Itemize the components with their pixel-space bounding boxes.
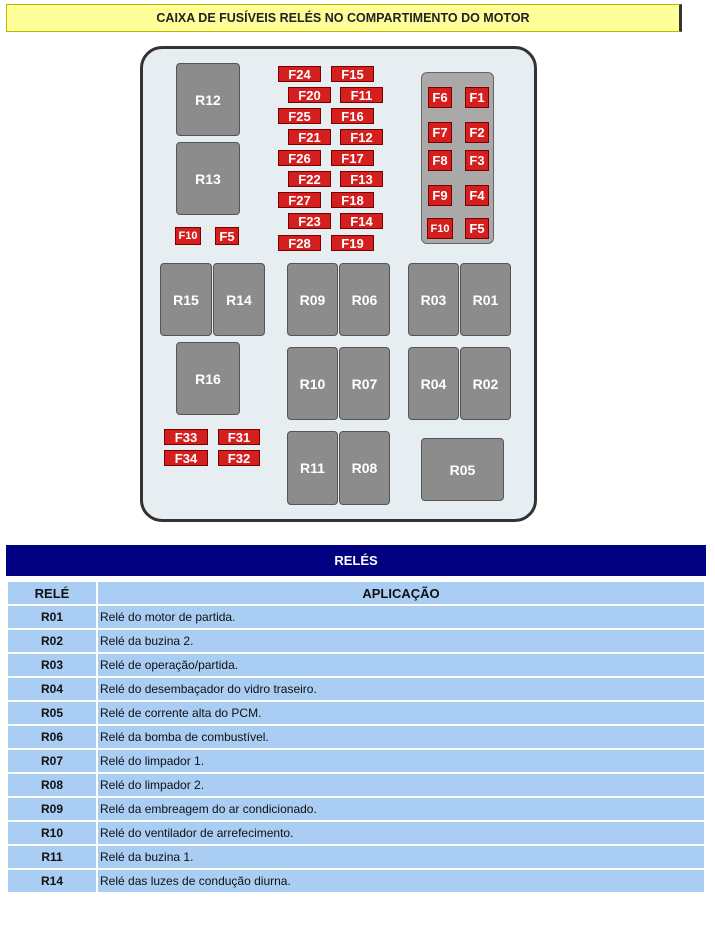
fuse-f11: F11 — [340, 87, 383, 103]
relay-r13: R13 — [176, 142, 240, 215]
fuse-f22: F22 — [288, 171, 331, 187]
fuse-f4: F4 — [465, 185, 489, 206]
table-row — [7, 677, 705, 701]
relay-code-cell: R08 — [7, 773, 97, 797]
relay-code-cell: R04 — [7, 677, 97, 701]
fuse-f24: F24 — [278, 66, 321, 82]
fuse-f23: F23 — [288, 213, 331, 229]
fuse-f1: F1 — [465, 87, 489, 108]
table-row — [7, 773, 705, 797]
fuse-f9: F9 — [428, 185, 452, 206]
table-row — [7, 821, 705, 845]
table-header-row — [7, 581, 705, 605]
relay-r14: R14 — [213, 263, 265, 336]
fuse-f20: F20 — [288, 87, 331, 103]
fuse-f34: F34 — [164, 450, 208, 466]
relay-r06: R06 — [339, 263, 390, 336]
column-header-rele: RELÉ — [7, 581, 97, 605]
relay-r12: R12 — [176, 63, 240, 136]
table-row — [7, 653, 705, 677]
column-header-aplicacao: APLICAÇÃO — [97, 581, 705, 605]
fuse-f6: F6 — [428, 87, 452, 108]
fuse-f17: F17 — [331, 150, 374, 166]
table-row — [7, 797, 705, 821]
relay-code-cell: R05 — [7, 701, 97, 725]
fuse-f18: F18 — [331, 192, 374, 208]
relays-table — [6, 580, 706, 894]
relay-code-cell: R11 — [7, 845, 97, 869]
fuse-f8: F8 — [428, 150, 452, 171]
fuse-f19: F19 — [331, 235, 374, 251]
relay-r02: R02 — [460, 347, 511, 420]
fuse-f33: F33 — [164, 429, 208, 445]
relay-application-cell: Relé do motor de partida. — [97, 605, 705, 629]
table-row — [7, 701, 705, 725]
relay-code-cell: R01 — [7, 605, 97, 629]
table-row — [7, 845, 705, 869]
fuse-f26: F26 — [278, 150, 321, 166]
relays-table-title: RELÉS — [6, 545, 706, 576]
relay-application-cell: Relé do limpador 1. — [97, 749, 705, 773]
table-row — [7, 749, 705, 773]
page-title: CAIXA DE FUSÍVEIS RELÉS NO COMPARTIMENTO DO MOTOR — [6, 4, 682, 32]
relay-code-cell: R07 — [7, 749, 97, 773]
fuse-f5-right: F5 — [465, 218, 489, 239]
relay-application-cell: Relé de corrente alta do PCM. — [97, 701, 705, 725]
fuse-f10-right: F10 — [427, 218, 453, 239]
fuse-f28: F28 — [278, 235, 321, 251]
fuse-f16: F16 — [331, 108, 374, 124]
table-row — [7, 725, 705, 749]
fuse-f25: F25 — [278, 108, 321, 124]
relay-application-cell: Relé da embreagem do ar condicionado. — [97, 797, 705, 821]
fuse-f14: F14 — [340, 213, 383, 229]
relay-r05: R05 — [421, 438, 504, 501]
relay-code-cell: R06 — [7, 725, 97, 749]
relay-application-cell: Relé do ventilador de arrefecimento. — [97, 821, 705, 845]
relay-application-cell: Relé da buzina 2. — [97, 629, 705, 653]
fuse-f21: F21 — [288, 129, 331, 145]
relay-application-cell: Relé da buzina 1. — [97, 845, 705, 869]
relay-application-cell: Relé da bomba de combustível. — [97, 725, 705, 749]
relay-r08: R08 — [339, 431, 390, 505]
relay-code-cell: R14 — [7, 869, 97, 893]
relay-code-cell: R09 — [7, 797, 97, 821]
fuse-f15: F15 — [331, 66, 374, 82]
relay-application-cell: Relé do limpador 2. — [97, 773, 705, 797]
relay-r11: R11 — [287, 431, 338, 505]
fuse-f5-left: F5 — [215, 227, 239, 245]
relay-r16: R16 — [176, 342, 240, 415]
relay-code-cell: R03 — [7, 653, 97, 677]
fuse-f2: F2 — [465, 122, 489, 143]
relay-r15: R15 — [160, 263, 212, 336]
relay-code-cell: R10 — [7, 821, 97, 845]
fuse-f27: F27 — [278, 192, 321, 208]
fuse-f3: F3 — [465, 150, 489, 171]
relay-r10: R10 — [287, 347, 338, 420]
relay-r01: R01 — [460, 263, 511, 336]
relay-application-cell: Relé de operação/partida. — [97, 653, 705, 677]
relay-code-cell: R02 — [7, 629, 97, 653]
fuse-f12: F12 — [340, 129, 383, 145]
relay-application-cell: Relé do desembaçador do vidro traseiro. — [97, 677, 705, 701]
fuse-f32: F32 — [218, 450, 260, 466]
relay-r09: R09 — [287, 263, 338, 336]
table-row — [7, 629, 705, 653]
relay-application-cell: Relé das luzes de condução diurna. — [97, 869, 705, 893]
relay-r07: R07 — [339, 347, 390, 420]
fuse-f31: F31 — [218, 429, 260, 445]
fuse-f13: F13 — [340, 171, 383, 187]
relay-r03: R03 — [408, 263, 459, 336]
relay-r04: R04 — [408, 347, 459, 420]
table-row — [7, 869, 705, 893]
fuse-f7: F7 — [428, 122, 452, 143]
table-row — [7, 605, 705, 629]
fuse-f10-left: F10 — [175, 227, 201, 245]
